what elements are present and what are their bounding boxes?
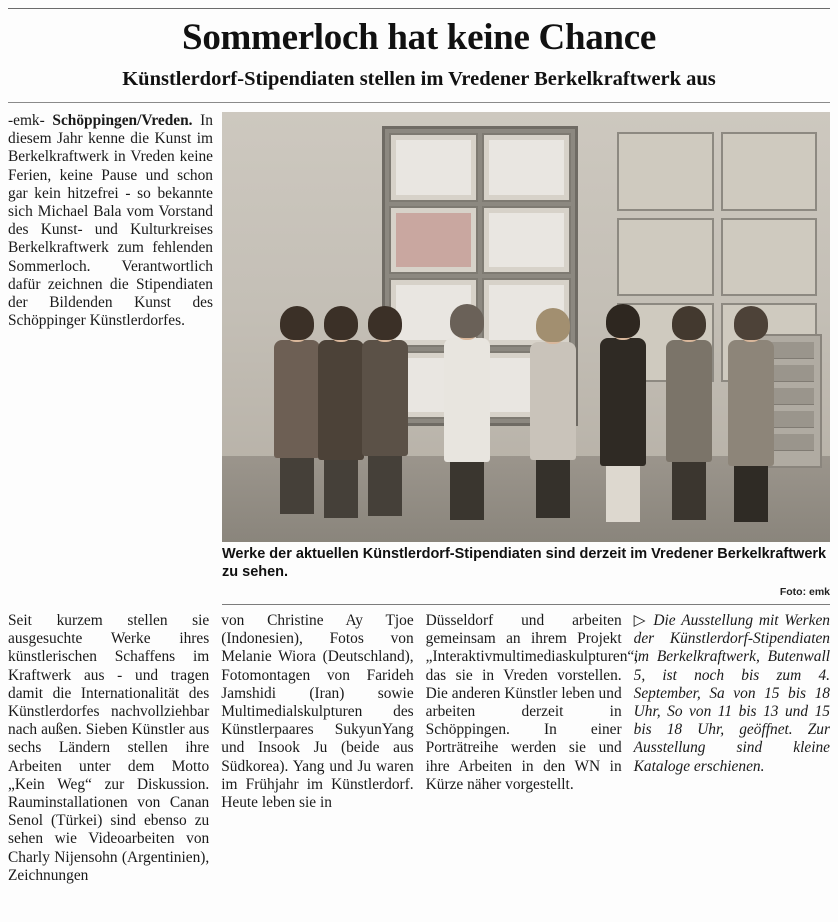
lead-paragraph xyxy=(8,112,213,330)
paragraph xyxy=(634,612,830,776)
caption-divider xyxy=(222,604,830,605)
photo-scene xyxy=(222,112,830,542)
person xyxy=(728,312,774,522)
byline: -emk- xyxy=(8,112,45,129)
person xyxy=(600,310,646,522)
person xyxy=(530,314,576,518)
frame xyxy=(617,132,714,211)
subhead-divider xyxy=(8,102,830,103)
info-box-text: Die Ausstellung mit Werken der Künstlerdorf-Stipendiaten im Berkelkraftwerk, Butenwall 5, ist noch bis zum 4. September, Sa von 15 bis 18 Uhr, So von 11 bis 13 und 15 bis 18 Uhr, geöffnet. Zur Ausstellung sind kleine Kataloge erschienen. xyxy=(633,612,830,775)
lead-body: In diesem Jahr kenne die Kunst im Berkelkraftwerk in Vreden keine Ferien, keine Pause und schon gar kein hitzefrei - so bekannte sich Michael Bala vom Vorstand des Kunst- und Kulturkreises Berkelkraftwerk zum fehlenden Sommerloch. Verantwortlich dafür zeichnen die Stipendiaten der Bildenden Kunst des Schöppinger Künstlerdorfes. xyxy=(8,112,213,330)
bullet-marker-icon: ▷ xyxy=(633,612,648,629)
paragraph: Düsseldorf und arbeiten gemeinsam an ihrem Projekt „Interaktivmultimediaskulpturen“, das sie in Vreden vorstellen. Die anderen Künstler leben und arbeiten derzeit in Schöppingen. In einer Porträtreihe werden sie und ihre Arbeiten in den WN in Kürze näher vorgestellt. xyxy=(425,612,639,793)
frame xyxy=(721,218,818,297)
person xyxy=(666,312,712,520)
article-column-3 xyxy=(425,612,639,912)
person xyxy=(318,312,364,518)
subheadline: Künstlerdorf-Stipendiaten stellen im Vredener Berkelkraftwerk aus xyxy=(122,68,716,90)
top-divider xyxy=(8,8,830,9)
photo-credit: Foto: emk xyxy=(779,586,830,598)
page-title: Sommerloch hat keine Chance xyxy=(182,17,656,58)
frame xyxy=(389,206,478,275)
paragraph: Seit kurzem stellen sie ausgesuchte Werke ihres künstlerischen Schaffens im Kraftwerk aus - und tragen damit die Internationalität des Künstlerdorfes nachvollziehbar nach außen. Sieben Künstler aus sechs Ländern stellen ihre Arbeiten unter dem Motto „Kein Weg“ zur Diskussion. Rauminstallationen von Canan Senol (Türkei) sind ebenso zu sehen wie Videoarbeiten von Charly Nijensohn (Argentinien), Zeichnungen xyxy=(8,612,210,884)
dateline: Schöppingen/Vreden. xyxy=(52,112,193,129)
person xyxy=(444,310,490,520)
article-column-2 xyxy=(221,612,413,912)
article-body-columns xyxy=(8,612,830,912)
frame xyxy=(389,133,478,202)
frame xyxy=(482,206,571,275)
paragraph: von Christine Ay Tjoe (Indonesien), Fotos von Melanie Wiora (Deutschland), Fotomontagen von Farideh Jamshidi (Iran) sowie Multimedialskulpturen des Künstlerpaares SukyunYang und Insook Ju (beide aus Südkorea). Yang und Ju waren im Frühjahr im Künstlerdorf. Heute leben sie in xyxy=(221,612,414,812)
article-column-1-top xyxy=(8,112,213,330)
article-column-1-bottom xyxy=(8,612,209,912)
photo-caption: Werke der aktuellen Künstlerdorf-Stipendiaten sind derzeit im Vredener Berkelkraftwerk zu sehen. xyxy=(222,546,827,580)
person xyxy=(362,312,408,516)
frame xyxy=(617,218,714,297)
frame xyxy=(482,133,571,202)
article-column-4 xyxy=(634,612,830,912)
person xyxy=(274,312,320,514)
article-photo xyxy=(222,112,830,542)
frame xyxy=(721,132,818,211)
